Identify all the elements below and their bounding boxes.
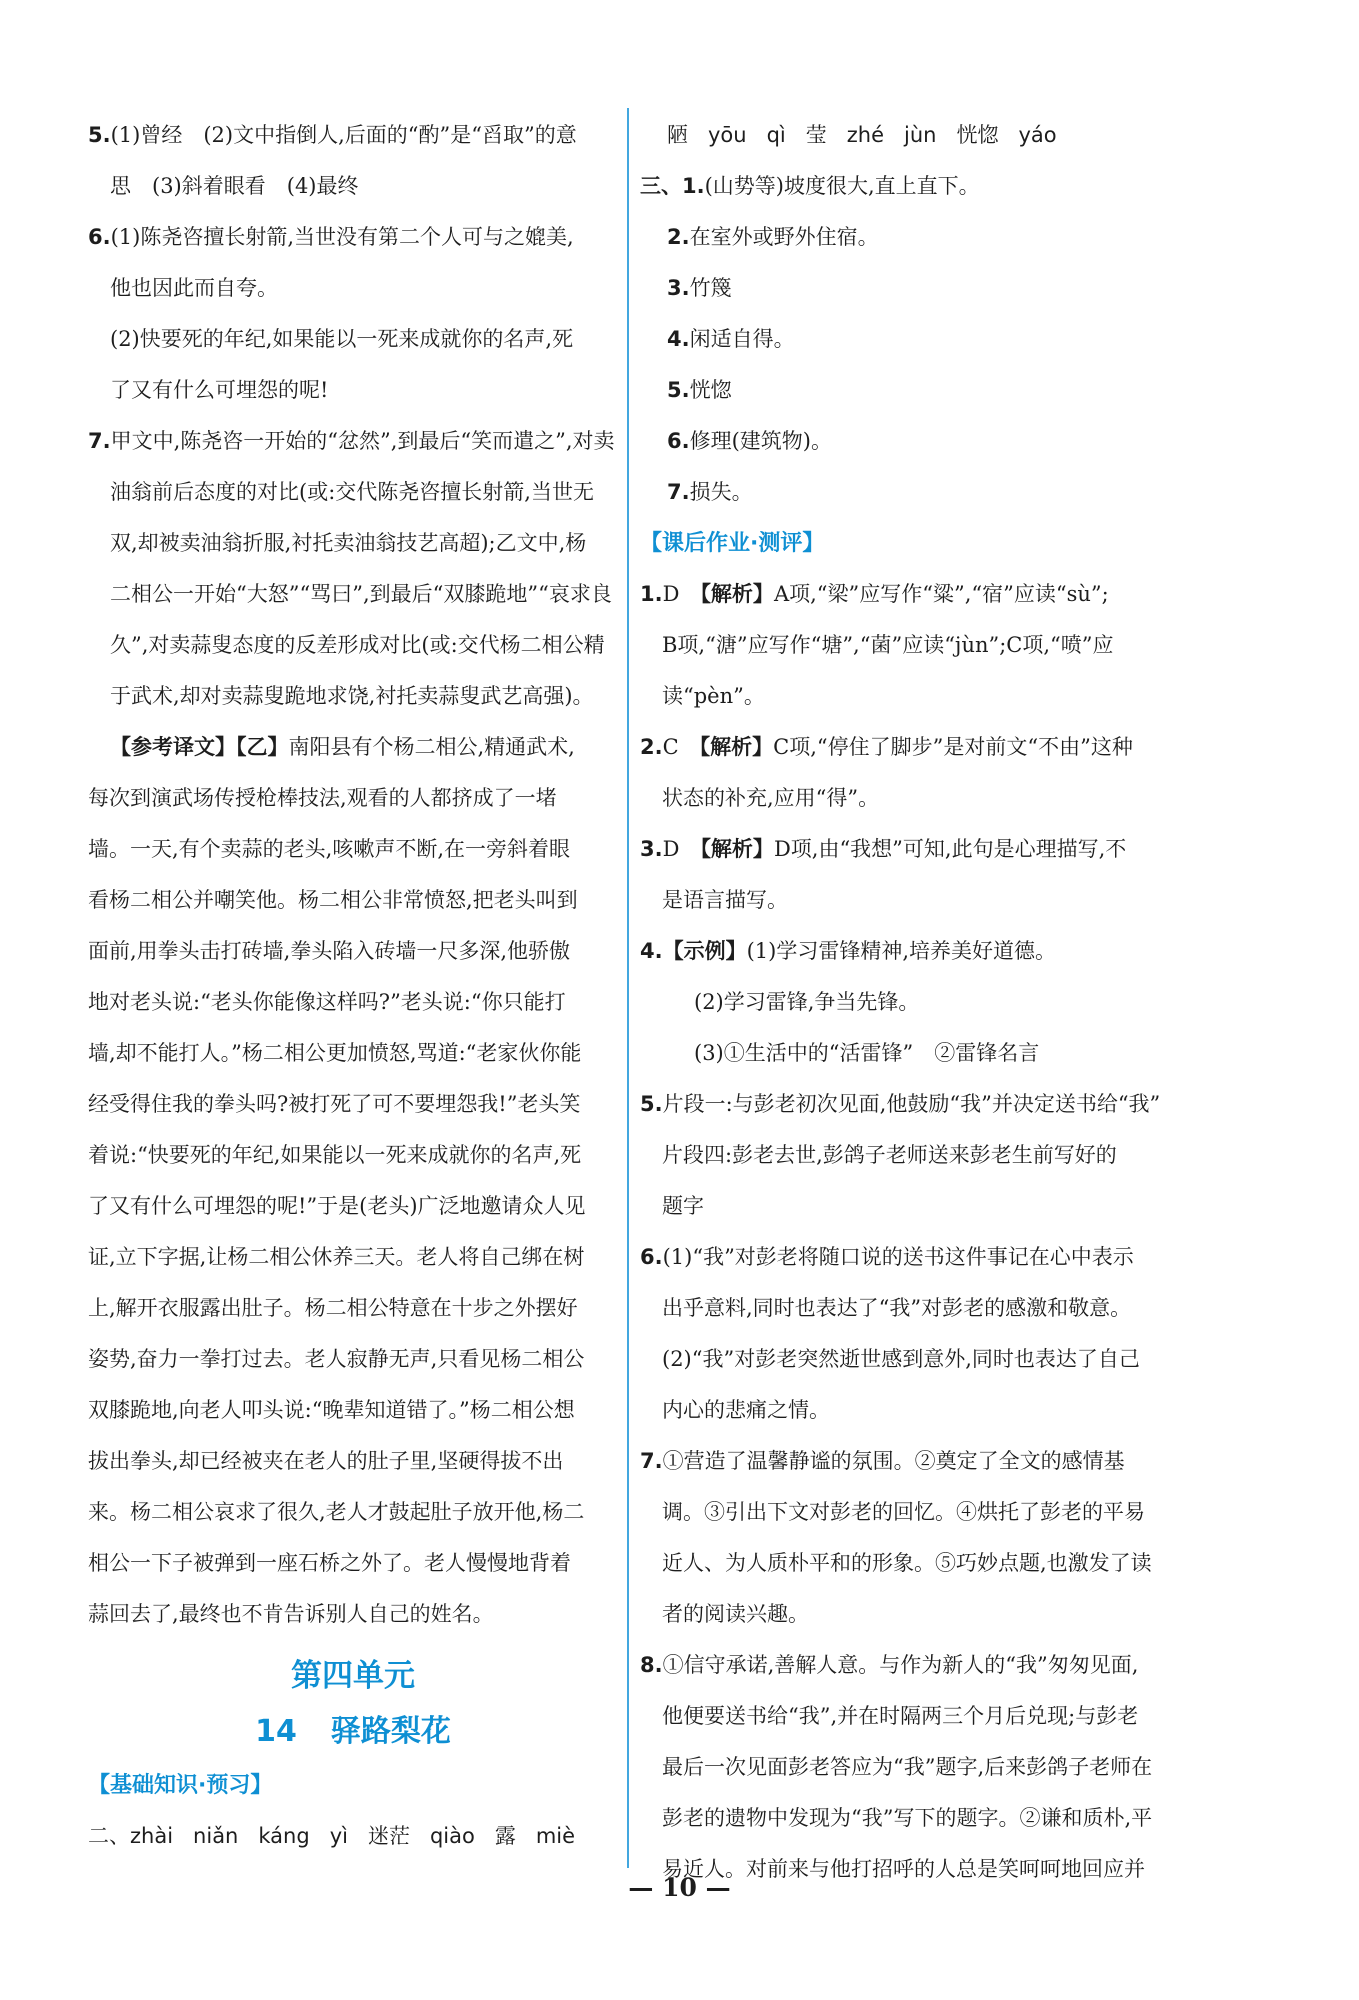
line-text: 恍惚 — [689, 378, 732, 402]
line-text: 读“pèn”。 — [662, 684, 765, 708]
line-text: ①营造了温馨静谧的氛围。②奠定了全文的感情基 — [662, 1449, 1125, 1473]
line-text: 闲适自得。 — [689, 327, 795, 351]
text-line — [640, 161, 1180, 212]
line-text: 内心的悲痛之情。 — [662, 1398, 830, 1422]
text-line — [640, 467, 1180, 518]
pinyin-answer: jùn — [904, 123, 937, 147]
analysis-label: 【示例】 — [662, 939, 747, 963]
line-text: 近人、为人质朴平和的形象。⑤巧妙点题,也激发了读 — [662, 1551, 1152, 1575]
analysis-label: 【解析】 — [700, 837, 774, 861]
text-line — [640, 1436, 1180, 1487]
item-number: 1. — [640, 582, 663, 606]
text-line — [88, 671, 618, 722]
text-line — [640, 977, 1180, 1028]
text-line — [88, 365, 618, 416]
text-line — [640, 1334, 1180, 1385]
line-text: 易近人。对前来与他打招呼的人总是笑呵呵地回应并 — [662, 1857, 1145, 1881]
item-number: 8. — [640, 1653, 663, 1677]
pinyin-answer: yáo — [1018, 123, 1057, 147]
line-text: 甲文中,陈尧咨一开始的“忿然”,到最后“笑而遣之”,对卖 — [110, 429, 615, 453]
line-text: 出乎意料,同时也表达了“我”对彭老的感激和敬意。 — [662, 1296, 1132, 1320]
line-text: (2)“我”对彭老突然逝世感到意外,同时也表达了自己 — [662, 1347, 1140, 1371]
translation-line: 了又有什么可埋怨的呢!”于是(老头)广泛地邀请众人见 — [88, 1194, 586, 1218]
item-number: 6. — [88, 225, 111, 249]
line-text: ①信守承诺,善解人意。与作为新人的“我”匆匆见面, — [662, 1653, 1139, 1677]
line-text: (1)陈尧咨擅长射箭,当世没有第二个人可与之媲美, — [110, 225, 574, 249]
line-text: 修理(建筑物)。 — [689, 429, 832, 453]
text-line — [640, 416, 1180, 467]
line-text: (2)快要死的年纪,如果能以一死来成就你的名声,死 — [110, 327, 574, 351]
line-text-rest: C项,“停住了脚步”是对前文“不由”这种 — [773, 735, 1133, 759]
text-line — [88, 110, 618, 161]
translation-line: 着说:“快要死的年纪,如果能以一死来成就你的名声,死 — [88, 1143, 582, 1167]
left-answer-lines — [88, 110, 618, 722]
text-line — [640, 671, 1180, 722]
pinyin-answer: 迷茫 — [367, 1824, 410, 1848]
item-number: 3. — [667, 276, 690, 300]
text-line — [640, 365, 1180, 416]
line-text: 者的阅读兴趣。 — [662, 1602, 809, 1626]
pinyin-answer: niǎn — [193, 1824, 239, 1848]
translation-line: 墙,却不能打人。”杨二相公更加愤怒,骂道:“老家伙你能 — [88, 1041, 582, 1065]
lesson-title: 驿路梨花 — [330, 1714, 451, 1749]
line-text-rest: (1)学习雷锋精神,培养美好道德。 — [746, 939, 1057, 963]
reference-translation — [88, 722, 618, 1640]
line-text: 竹篾 — [689, 276, 732, 300]
line-text: 双,却被卖油翁折服,衬托卖油翁技艺高超);乙文中,杨 — [110, 531, 587, 555]
line-text: 于武术,却对卖蒜叟跪地求饶,衬托卖蒜叟武艺高强)。 — [110, 684, 594, 708]
text-line — [640, 1793, 1180, 1844]
text-line — [640, 1283, 1180, 1334]
pinyin-answer: 恍惚 — [956, 123, 999, 147]
translation-line: 相公一下子被弹到一座石桥之外了。老人慢慢地背着 — [88, 1551, 571, 1575]
line-text: 他便要送书给“我”,并在时隔两三个月后兑现;与彭老 — [662, 1704, 1139, 1728]
text-line — [640, 1487, 1180, 1538]
right-column — [640, 110, 1180, 1895]
item-number: 4. — [667, 327, 690, 351]
item-number: 4. — [640, 939, 663, 963]
translation-line: 看杨二相公并嘲笑他。杨二相公非常愤怒,把老头叫到 — [88, 888, 578, 912]
text-line — [88, 620, 618, 671]
translation-line: 双膝跪地,向老人叩头说:“晚辈知道错了。”杨二相公想 — [88, 1398, 575, 1422]
pinyin-answer: yōu — [708, 123, 747, 147]
unit-title: 第四单元 — [291, 1658, 415, 1694]
lesson-number: 14 — [255, 1714, 297, 1749]
text-line — [640, 1640, 1180, 1691]
translation-line: 证,立下字据,让杨二相公休养三天。老人将自己绑在树 — [88, 1245, 585, 1269]
line-text: (3)①生活中的“活雷锋” ②雷锋名言 — [694, 1041, 1040, 1065]
line-text: 了又有什么可埋怨的呢! — [110, 378, 329, 402]
pinyin-answer: 莹 — [805, 123, 827, 147]
text-line — [640, 1079, 1180, 1130]
text-line — [640, 824, 1180, 875]
text-line — [640, 926, 1180, 977]
item-number: 6. — [640, 1245, 663, 1269]
item-number: 3. — [640, 837, 663, 861]
pinyin-answer: 陋 — [667, 123, 688, 147]
line-text: 油翁前后态度的对比(或:交代陈尧咨擅长射箭,当世无 — [110, 480, 594, 504]
text-line — [640, 314, 1180, 365]
text-line — [640, 1385, 1180, 1436]
section-heading-homework: 【课后作业·测评】 — [640, 531, 825, 556]
text-line — [88, 212, 618, 263]
translation-line: 经受得住我的拳头吗?被打死了可不要埋怨我!”老头笑 — [88, 1092, 581, 1116]
line-text: 题字 — [662, 1194, 704, 1218]
line-text: 状态的补充,应用“得”。 — [662, 786, 880, 810]
pinyin-answer: káng — [258, 1824, 310, 1848]
line-text: 他也因此而自夸。 — [110, 276, 278, 300]
text-line — [88, 263, 618, 314]
line-text: 片段一:与彭老初次见面,他鼓励“我”并决定送书给“我” — [662, 1092, 1161, 1116]
pinyin-answer: 露 — [494, 1824, 516, 1848]
pinyin-prefix: 二、 — [88, 1824, 130, 1848]
text-line — [640, 1028, 1180, 1079]
pinyin-answer: zhài — [130, 1824, 174, 1848]
text-line — [640, 1691, 1180, 1742]
line-text: 久”,对卖蒜叟态度的反差形成对比(或:交代杨二相公精 — [110, 633, 605, 657]
text-line — [640, 1232, 1180, 1283]
section-three-answers — [640, 161, 1180, 518]
line-text: (1)“我”对彭老将随口说的送书这件事记在心中表示 — [662, 1245, 1134, 1269]
line-text: 调。③引出下文对彭老的回忆。④烘托了彭老的平易 — [662, 1500, 1145, 1524]
pinyin-row-right — [640, 110, 1180, 161]
item-number: 5. — [88, 123, 111, 147]
text-line — [88, 416, 618, 467]
translation-label: 【参考译文】【乙】 — [110, 735, 289, 759]
right-answer-lines — [640, 569, 1180, 1895]
line-text: 二相公一开始“大怒”“骂曰”,到最后“双膝跪地”“哀求良 — [110, 582, 612, 606]
line-text: C — [662, 735, 700, 759]
line-text: 是语言描写。 — [662, 888, 788, 912]
item-number: 5. — [667, 378, 690, 402]
translation-line: 面前,用拳头击打砖墙,拳头陷入砖墙一尺多深,他骄傲 — [88, 939, 571, 963]
text-line — [640, 722, 1180, 773]
translation-line: 每次到演武场传授枪棒技法,观看的人都挤成了一堵 — [88, 786, 557, 810]
translation-line: 墙。一天,有个卖蒜的老头,咳嗽声不断,在一旁斜着眼 — [88, 837, 571, 861]
pinyin-answer: miè — [535, 1824, 576, 1848]
line-text: 损失。 — [689, 480, 753, 504]
text-line — [640, 875, 1180, 926]
line-text-rest: A项,“梁”应写作“粱”,“宿”应读“sù”; — [773, 582, 1109, 606]
pinyin-answer: qiào — [429, 1824, 475, 1848]
line-text: 彭老的遗物中发现为“我”写下的题字。②谦和质朴,平 — [662, 1806, 1153, 1830]
text-line — [640, 263, 1180, 314]
text-line — [640, 1742, 1180, 1793]
text-line — [88, 161, 618, 212]
translation-line: 上,解开衣服露出肚子。杨二相公特意在十步之外摆好 — [88, 1296, 578, 1320]
line-text: 思 (3)斜着眼看 (4)最终 — [110, 174, 359, 198]
pinyin-answer: zhé — [846, 123, 885, 147]
item-number: 7. — [88, 429, 111, 453]
pinyin-answer: qì — [766, 123, 786, 147]
column-divider — [627, 108, 629, 1868]
text-line — [640, 1130, 1180, 1181]
translation-first-line: 南阳县有个杨二相公,精通武术, — [288, 735, 575, 759]
line-text: B项,“溏”应写作“塘”,“菌”应读“jùn”;C项,“喷”应 — [662, 633, 1114, 657]
item-number: 7. — [667, 480, 690, 504]
analysis-label: 【解析】 — [699, 735, 774, 759]
line-text: (山势等)坡度很大,直上直下。 — [704, 174, 980, 198]
item-number: 2. — [667, 225, 690, 249]
line-text: D — [662, 582, 701, 606]
translation-line: 地对老头说:“老头你能像这样吗?”老头说:“你只能打 — [88, 990, 566, 1014]
line-text: 片段四:彭老去世,彭鸽子老师送来彭老生前写好的 — [662, 1143, 1117, 1167]
section-heading-basic: 【基础知识·预习】 — [88, 1773, 273, 1798]
item-number: 三、1. — [640, 174, 705, 198]
text-line — [640, 212, 1180, 263]
text-line — [640, 569, 1180, 620]
line-text: (2)学习雷锋,争当先锋。 — [694, 990, 920, 1014]
translation-line: 来。杨二相公哀求了很久,老人才鼓起肚子放开他,杨二 — [88, 1500, 585, 1524]
text-line — [640, 1589, 1180, 1640]
analysis-label: 【解析】 — [700, 582, 774, 606]
line-text: (1)曾经 (2)文中指倒人,后面的“酌”是“舀取”的意 — [110, 123, 577, 147]
text-line — [88, 518, 618, 569]
item-number: 7. — [640, 1449, 663, 1473]
translation-line: 姿势,奋力一拳打过去。老人寂静无声,只看见杨二相公 — [88, 1347, 585, 1371]
item-number: 2. — [640, 735, 663, 759]
pinyin-row-left — [88, 1811, 618, 1862]
item-number: 5. — [640, 1092, 663, 1116]
left-column — [88, 110, 618, 1862]
translation-line: 拔出拳头,却已经被夹在老人的肚子里,坚硬得拔不出 — [88, 1449, 564, 1473]
text-line — [88, 569, 618, 620]
lesson-heading — [88, 1704, 618, 1760]
text-line — [640, 620, 1180, 671]
text-line — [88, 314, 618, 365]
line-text: 在室外或野外住宿。 — [689, 225, 879, 249]
pinyin-answer: yì — [329, 1824, 348, 1848]
line-text: 最后一次见面彭老答应为“我”题字,后来彭鸽子老师在 — [662, 1755, 1153, 1779]
line-text-rest: D项,由“我想”可知,此句是心理描写,不 — [773, 837, 1127, 861]
text-line — [640, 1181, 1180, 1232]
line-text: D — [662, 837, 701, 861]
translation-line: 蒜回去了,最终也不肯告诉别人自己的姓名。 — [88, 1602, 494, 1626]
item-number: 6. — [667, 429, 690, 453]
page-number: — 10 — — [628, 1873, 731, 1902]
text-line — [88, 467, 618, 518]
text-line — [640, 773, 1180, 824]
text-line — [640, 1538, 1180, 1589]
